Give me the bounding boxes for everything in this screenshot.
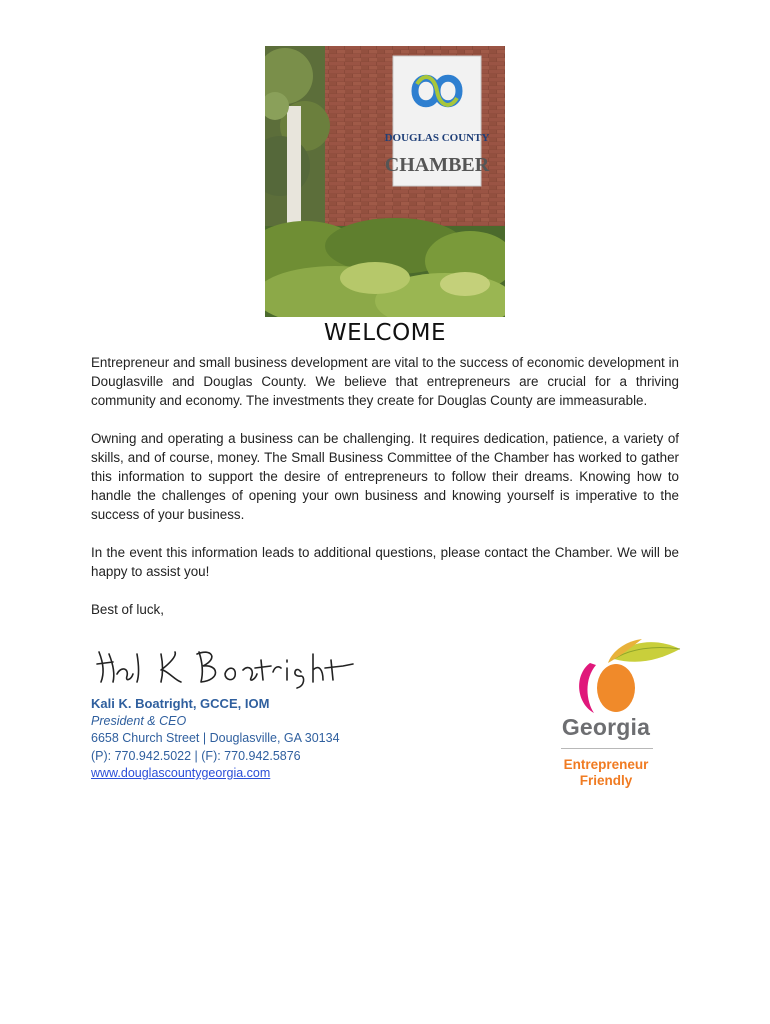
- logo-tagline: [556, 757, 656, 789]
- logo-divider: [561, 748, 653, 749]
- signer-phones: (P): 770.942.5022 | (F): 770.942.5876: [91, 748, 301, 763]
- logo-tagline-line1: Entrepreneur: [563, 757, 649, 772]
- sign-text-line1: DOUGLAS COUNTY: [384, 132, 490, 144]
- closing: Best of luck,: [91, 602, 164, 617]
- page-title: WELCOME: [323, 320, 447, 346]
- letter-body: [91, 353, 679, 638]
- paragraph: In the event this information leads to additional questions, please contact the Chamber. We will be happy to assist you!: [91, 545, 679, 579]
- handwritten-signature: [91, 640, 421, 690]
- signer-title: President & CEO: [91, 713, 187, 728]
- sign-text-line2: CHAMBER: [384, 154, 490, 176]
- signer-block: [91, 695, 411, 783]
- signer-address: 6658 Church Street | Douglasville, GA 30134: [91, 731, 340, 745]
- logo-state-name: Georgia: [561, 714, 651, 740]
- georgia-entrepreneur-friendly-logo: [556, 635, 682, 795]
- website-link[interactable]: www.douglascountygeorgia.com: [91, 766, 271, 780]
- paragraph: Entrepreneur and small business development are vital to the success of economic development in Douglasville and Douglas County. We believe that entrepreneurs are crucial for a thriving community and economy. The investments they create for Douglas County are immeasurable.: [91, 355, 679, 408]
- paragraph: Owning and operating a business can be challenging. It requires dedication, patience, a variety of skills, and of course, money. The Small Business Committee of the Chamber has worked to gather this information to support the desire of entrepreneurs to follow their dreams. Knowing how to handle the challenges of opening your own business and knowing yourself is imperative to the success of your business.: [91, 431, 679, 522]
- signer-name: Kali K. Boatright, GCCE, IOM: [91, 696, 270, 711]
- logo-tagline-line2: Friendly: [579, 773, 633, 788]
- chamber-sign-photo: [265, 46, 505, 317]
